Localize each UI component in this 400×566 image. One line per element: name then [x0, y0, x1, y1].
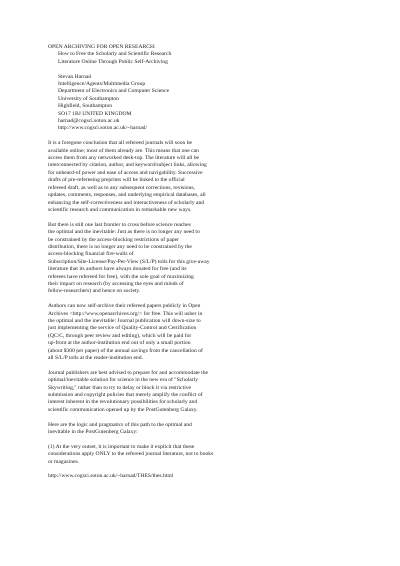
paragraph	[48, 444, 358, 466]
paragraph	[48, 370, 358, 414]
paragraph-line: scientific communication opened up by the PostGutenberg Galaxy.	[48, 406, 198, 413]
paragraph-line: distribution, there is no longer any need to be constrained by the	[48, 243, 192, 250]
paragraph-line: submission and copyright policies that merely amplify the conflict of	[48, 392, 203, 399]
paragraph	[48, 140, 358, 214]
paragraph-line: interconnected by citation, author, and keyword/subject links, allowing	[48, 162, 207, 169]
paragraph	[48, 473, 358, 480]
paragraph-line: enhancing the self-correctiveness and interactiveness of scholarly and	[48, 199, 205, 206]
author-name: Stevan Harnad	[58, 73, 92, 80]
paragraph-line: Subscription/Site-License/Pay-Per-View (S/L/P) tolls for this give-away	[48, 258, 210, 265]
body-text	[48, 140, 358, 481]
paragraph-line: access-blocking financial fire-walls of	[48, 251, 134, 258]
paragraph-line: updates, comments, responses, and underlying empirical databases, all	[48, 192, 206, 199]
paragraph-line: the optimal and the inevitable: Just as there is no longer any need to	[48, 229, 200, 236]
paragraph-line: scientific research and communication in remarkable new ways.	[48, 206, 192, 213]
paragraph-line: (1) At the very outset, it is important to make it explicit that these	[48, 443, 195, 450]
paragraph-line: refereed draft, as well as to any subsequent corrections, revisions,	[48, 184, 195, 191]
author-department: Department of Electronics and Computer Science	[58, 88, 170, 95]
paragraph-line: for unheard-of power and ease of access and navigability. Successive	[48, 169, 203, 176]
paragraph-line: access them from any networked desk-top. The literature will all be	[48, 155, 200, 162]
paragraph-line: referees have refereed for free), with the sole goal of maximizing	[48, 273, 194, 280]
paragraph-line[interactable]: http://www.cogsci.soton.ac.uk/~harnad/THES/thes.html	[48, 473, 174, 480]
paragraph-line: be constrained by the access-blocking restrictions of paper	[48, 236, 179, 243]
paragraph	[48, 422, 358, 437]
author-address: Highfield, Southampton	[58, 103, 113, 110]
paragraph-line: up-front at the author-institution end out of only a small portion	[48, 340, 191, 347]
document-page	[48, 44, 358, 481]
paragraph-line: available online; most of them already are. This means that one can	[48, 147, 199, 154]
paragraph-line: or magazines.	[48, 458, 80, 465]
paragraph-line: Archives <http://www.openarchives.org/> for free. This will usher in	[48, 310, 203, 317]
author-email[interactable]: harnad@cogsci.soton.ac.uk	[58, 118, 120, 125]
paragraph-line: But there is still one last frontier to cross before science reaches	[48, 221, 191, 228]
paragraph-line: fellow-researchers) and hence on society.	[48, 288, 141, 295]
paragraph-line: all S/L/P tolls at the reader-institution end.	[48, 355, 143, 361]
paragraph-line: considerations apply ONLY to the refereed journal literature, not to books	[48, 451, 214, 458]
paragraph-line: just implementing the service of Quality-Control and Certification	[48, 325, 197, 332]
paragraph-line: the optimal and the inevitable: Journal publication will down-size to	[48, 317, 201, 324]
paragraph-line: It is a foregone conclusion that all refereed journals will soon be	[48, 140, 192, 147]
title-subtitle-line: Literature Online Through Public Self-Archiving	[58, 58, 168, 65]
paragraph-line: their impact on research (by accessing the eyes and minds of	[48, 280, 184, 287]
paragraph-line: Skywriting," rather than to try to delay or block it via restrictive	[48, 384, 192, 391]
paragraph-line: Authors can now self-archive their refereed papers publicly in Open	[48, 303, 201, 310]
paragraph-line: Here are the logic and pragmatics of this path to the optimal and	[48, 421, 192, 428]
title-subtitle-line: How to Free the Scholarly and Scientific Research	[58, 51, 172, 58]
paragraph-line: Journal publishers are best advised to prepare for and accommodate the	[48, 369, 208, 376]
author-group: Intelligence/Agents/Multimedia Group	[58, 81, 146, 88]
author-block	[48, 74, 358, 133]
paragraph	[48, 303, 358, 362]
author-homepage-link[interactable]: http://www.cogsci.soton.ac.uk/~harnad/	[58, 125, 148, 132]
paragraph-line: (QC/C, through peer review and editing), which will be paid for	[48, 332, 192, 339]
title-heading: OPEN ARCHIVING FOR OPEN RESEARCH:	[48, 44, 156, 50]
paragraph	[48, 222, 358, 296]
author-postcode: SO17 1BJ UNITED KINGDOM	[58, 110, 132, 117]
paragraph-line: literature that its authors have always donated for free (and its	[48, 266, 187, 273]
document-title	[48, 44, 358, 66]
author-university: University of Southampton	[58, 95, 119, 102]
paragraph-line: inevitable in the PostGutenberg Galaxy:	[48, 429, 138, 436]
paragraph-line: (about $300 per paper) of the annual savings from the cancellation of	[48, 347, 203, 354]
paragraph-line: interest inherent in the revolutionary possibilities for scholarly and	[48, 399, 198, 406]
paragraph-line: drafts of pre-refereeing preprints will be linked to the official	[48, 177, 185, 184]
paragraph-line: optimal/inevitable solution for science in the new era of "Scholarly	[48, 377, 199, 384]
